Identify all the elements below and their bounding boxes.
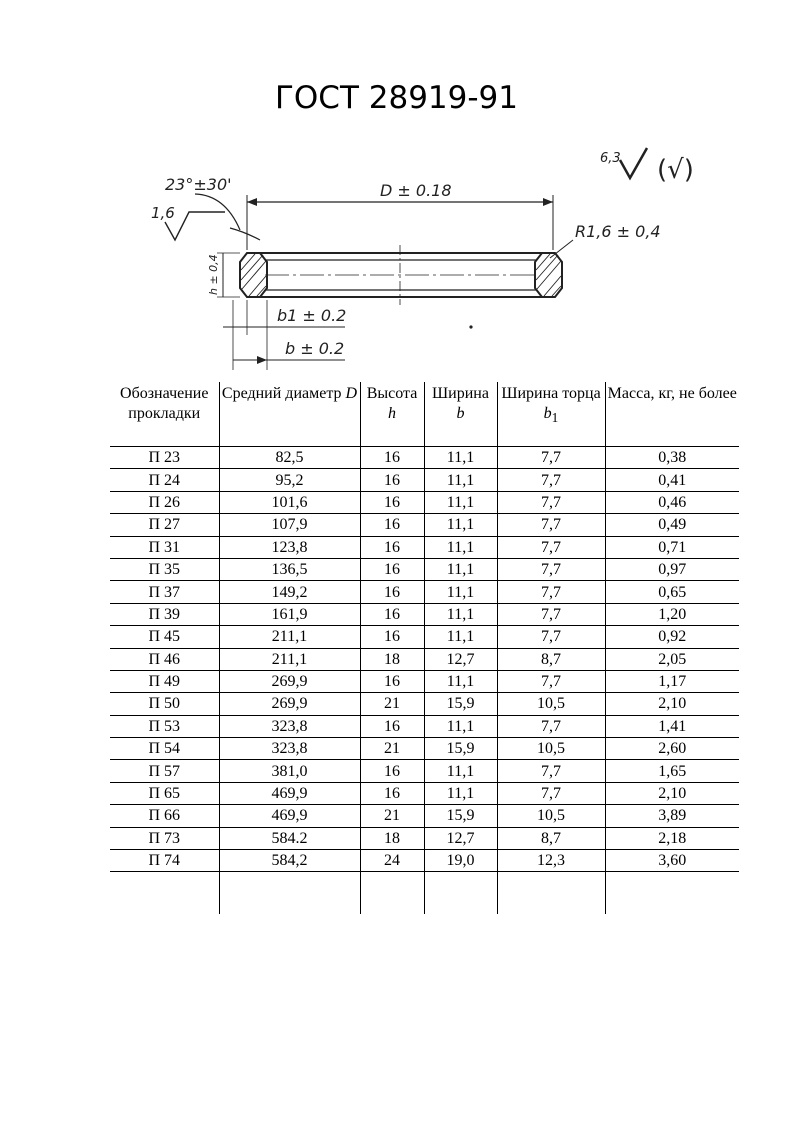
cell-mean-diameter: 149,2 <box>219 581 360 603</box>
cell-designation: П 45 <box>110 626 219 648</box>
header-height: Высота h <box>360 382 424 447</box>
cell-face-width: 7,7 <box>497 626 605 648</box>
cell-mass: 0,41 <box>605 469 739 491</box>
cell-width: 11,1 <box>424 514 497 536</box>
cell-designation: П 24 <box>110 469 219 491</box>
cell-height: 16 <box>360 469 424 491</box>
cell-height: 24 <box>360 850 424 872</box>
cell-mean-diameter: 269,9 <box>219 693 360 715</box>
cell-designation: П 53 <box>110 715 219 737</box>
cell-width: 12,7 <box>424 827 497 849</box>
cell-mean-diameter: 123,8 <box>219 536 360 558</box>
table-header-row <box>110 382 739 447</box>
empty-cell <box>424 872 497 915</box>
cell-width: 11,1 <box>424 626 497 648</box>
cell-mass: 0,49 <box>605 514 739 536</box>
angle-label: 23°±30' <box>165 175 232 194</box>
cell-designation: П 57 <box>110 760 219 782</box>
cell-designation: П 23 <box>110 447 219 469</box>
table-row <box>110 491 739 513</box>
cell-width: 11,1 <box>424 782 497 804</box>
header-mass: Масса, кг, не более <box>605 382 739 447</box>
cell-width: 19,0 <box>424 850 497 872</box>
table-row <box>110 536 739 558</box>
cell-face-width: 10,5 <box>497 693 605 715</box>
cell-designation: П 66 <box>110 805 219 827</box>
table-row <box>110 469 739 491</box>
cell-mass: 0,92 <box>605 626 739 648</box>
cell-mass: 2,10 <box>605 782 739 804</box>
cell-designation: П 35 <box>110 558 219 580</box>
table-row <box>110 670 739 692</box>
cell-mass: 0,71 <box>605 536 739 558</box>
cell-face-width: 7,7 <box>497 514 605 536</box>
diameter-arrow-left <box>247 198 257 206</box>
cell-designation: П 37 <box>110 581 219 603</box>
header-designation: Обозначение прокладки <box>110 382 219 447</box>
cell-width: 15,9 <box>424 805 497 827</box>
table-row <box>110 447 739 469</box>
cell-height: 16 <box>360 603 424 625</box>
cell-width: 11,1 <box>424 581 497 603</box>
cell-height: 16 <box>360 670 424 692</box>
cell-width: 11,1 <box>424 603 497 625</box>
b-arrow <box>257 356 267 364</box>
cell-height: 21 <box>360 693 424 715</box>
cell-face-width: 7,7 <box>497 603 605 625</box>
roughness-check-icon <box>620 148 647 178</box>
b-label: b ± 0.2 <box>285 339 345 358</box>
cell-width: 11,1 <box>424 670 497 692</box>
cell-width: 11,1 <box>424 491 497 513</box>
diameter-arrow-right <box>543 198 553 206</box>
cell-height: 16 <box>360 558 424 580</box>
gasket-spec-table <box>110 382 739 914</box>
cell-designation: П 65 <box>110 782 219 804</box>
cell-height: 18 <box>360 648 424 670</box>
cell-mean-diameter: 107,9 <box>219 514 360 536</box>
cell-mean-diameter: 323,8 <box>219 738 360 760</box>
cell-width: 11,1 <box>424 536 497 558</box>
cell-designation: П 74 <box>110 850 219 872</box>
cell-mass: 0,38 <box>605 447 739 469</box>
cell-mass: 2,10 <box>605 693 739 715</box>
cell-face-width: 10,5 <box>497 738 605 760</box>
cell-height: 16 <box>360 491 424 513</box>
stray-dot <box>469 325 472 328</box>
cell-mean-diameter: 211,1 <box>219 648 360 670</box>
cell-height: 16 <box>360 626 424 648</box>
cell-mean-diameter: 269,9 <box>219 670 360 692</box>
cell-designation: П 49 <box>110 670 219 692</box>
table-row <box>110 850 739 872</box>
cell-height: 16 <box>360 581 424 603</box>
cell-height: 18 <box>360 827 424 849</box>
cell-mass: 2,05 <box>605 648 739 670</box>
diameter-label: D ± 0.18 <box>380 181 452 200</box>
cell-mass: 0,46 <box>605 491 739 513</box>
cell-mass: 3,60 <box>605 850 739 872</box>
cell-width: 15,9 <box>424 693 497 715</box>
cell-designation: П 73 <box>110 827 219 849</box>
gasket-drawing <box>125 140 725 380</box>
cell-mass: 2,18 <box>605 827 739 849</box>
cell-height: 21 <box>360 805 424 827</box>
cell-mass: 1,20 <box>605 603 739 625</box>
radius-label: R1,6 ± 0,4 <box>575 222 661 241</box>
cell-height: 16 <box>360 715 424 737</box>
cell-mean-diameter: 136,5 <box>219 558 360 580</box>
cell-designation: П 46 <box>110 648 219 670</box>
right-section-hatching <box>536 254 561 296</box>
cell-width: 11,1 <box>424 760 497 782</box>
cell-mass: 0,97 <box>605 558 739 580</box>
table-row <box>110 581 739 603</box>
cell-mean-diameter: 584,2 <box>219 850 360 872</box>
cell-face-width: 7,7 <box>497 558 605 580</box>
cell-face-width: 7,7 <box>497 715 605 737</box>
table-row <box>110 558 739 580</box>
empty-cell <box>605 872 739 915</box>
cell-mean-diameter: 82,5 <box>219 447 360 469</box>
cell-designation: П 27 <box>110 514 219 536</box>
cell-width: 11,1 <box>424 558 497 580</box>
empty-cell <box>110 872 219 915</box>
cell-mean-diameter: 211,1 <box>219 626 360 648</box>
cell-face-width: 7,7 <box>497 782 605 804</box>
b1-label: b1 ± 0.2 <box>277 306 347 325</box>
table-row <box>110 603 739 625</box>
cell-mean-diameter: 381,0 <box>219 760 360 782</box>
table-row <box>110 738 739 760</box>
cell-height: 16 <box>360 514 424 536</box>
table-row <box>110 648 739 670</box>
cell-height: 16 <box>360 782 424 804</box>
cell-face-width: 7,7 <box>497 469 605 491</box>
cell-width: 11,1 <box>424 447 497 469</box>
cell-mass: 1,41 <box>605 715 739 737</box>
header-width: Ширина b <box>424 382 497 447</box>
cell-mean-diameter: 469,9 <box>219 782 360 804</box>
empty-cell <box>497 872 605 915</box>
angle-arc <box>230 228 260 240</box>
left-section-hatching <box>241 254 266 296</box>
roughness-face-label: 1,6 <box>151 204 175 222</box>
height-label: h ± 0,4 <box>207 254 220 295</box>
table-empty-row <box>110 872 739 915</box>
cell-mass: 0,65 <box>605 581 739 603</box>
table-row <box>110 805 739 827</box>
cell-face-width: 7,7 <box>497 670 605 692</box>
cell-mean-diameter: 584.2 <box>219 827 360 849</box>
header-mean-diameter: Средний диаметр D <box>219 382 360 447</box>
table-row <box>110 715 739 737</box>
cell-face-width: 8,7 <box>497 827 605 849</box>
table-row <box>110 760 739 782</box>
cell-face-width: 7,7 <box>497 491 605 513</box>
cell-face-width: 12,3 <box>497 850 605 872</box>
cell-designation: П 50 <box>110 693 219 715</box>
table-body <box>110 447 739 915</box>
roughness-general-label: 6,3 <box>600 151 621 166</box>
cell-mass: 3,89 <box>605 805 739 827</box>
gasket-cross-section-diagram <box>125 140 725 380</box>
cell-face-width: 10,5 <box>497 805 605 827</box>
cell-width: 15,9 <box>424 738 497 760</box>
cell-mean-diameter: 95,2 <box>219 469 360 491</box>
cell-designation: П 39 <box>110 603 219 625</box>
cell-width: 11,1 <box>424 715 497 737</box>
cell-height: 21 <box>360 738 424 760</box>
cell-mass: 1,65 <box>605 760 739 782</box>
cell-height: 16 <box>360 760 424 782</box>
cell-face-width: 8,7 <box>497 648 605 670</box>
cell-mean-diameter: 469,9 <box>219 805 360 827</box>
cell-designation: П 31 <box>110 536 219 558</box>
table-row <box>110 782 739 804</box>
cell-width: 12,7 <box>424 648 497 670</box>
cell-width: 11,1 <box>424 469 497 491</box>
cell-mean-diameter: 101,6 <box>219 491 360 513</box>
header-face-width: Ширина торца $b_1$ <box>497 382 605 447</box>
cell-face-width: 7,7 <box>497 536 605 558</box>
empty-cell <box>219 872 360 915</box>
table-row <box>110 514 739 536</box>
empty-cell <box>360 872 424 915</box>
table-row <box>110 693 739 715</box>
cell-height: 16 <box>360 536 424 558</box>
table-row <box>110 827 739 849</box>
cell-mean-diameter: 161,9 <box>219 603 360 625</box>
cell-mass: 2,60 <box>605 738 739 760</box>
cell-mass: 1,17 <box>605 670 739 692</box>
table-row <box>110 626 739 648</box>
cell-face-width: 7,7 <box>497 581 605 603</box>
roughness-paren-label: (√) <box>657 155 694 185</box>
cell-face-width: 7,7 <box>497 760 605 782</box>
cell-face-width: 7,7 <box>497 447 605 469</box>
cell-mean-diameter: 323,8 <box>219 715 360 737</box>
page-title: ГОСТ 28919-91 <box>275 80 518 116</box>
cell-designation: П 54 <box>110 738 219 760</box>
cell-designation: П 26 <box>110 491 219 513</box>
cell-height: 16 <box>360 447 424 469</box>
